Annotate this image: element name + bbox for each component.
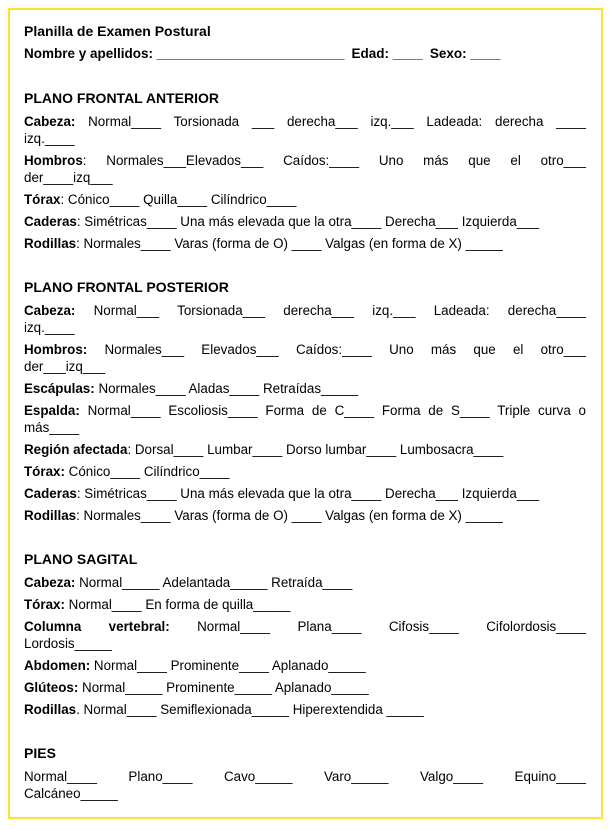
row-label: Tórax: [24, 464, 65, 479]
row-options: : Normales____ Varas (forma de O) ____ Valgas (en forma de X) _____ [76, 508, 503, 523]
row-label: Rodillas [24, 236, 77, 251]
row-continuation: Calcáneo_____ [24, 786, 118, 801]
row-label: Caderas [24, 214, 77, 229]
field-line [24, 657, 586, 674]
row-continuation: izq.____ [24, 131, 75, 146]
row-options: Normal____ Torsionada ___ derecha___ izq.___ Ladeada: derecha ____ [75, 114, 586, 129]
field-line [24, 507, 586, 524]
section-heading: PLANO FRONTAL ANTERIOR [24, 90, 219, 106]
row-cabeza [24, 302, 586, 336]
field-line [24, 380, 586, 397]
row-continuation: der____izq___ [24, 170, 113, 185]
row-label: Rodillas [24, 508, 77, 523]
field-line [24, 485, 586, 502]
row-label: Escápulas: [24, 381, 95, 396]
name-blank-field: _________________________ [156, 46, 345, 61]
field-line [24, 679, 586, 696]
row-torax [24, 463, 586, 480]
section-heading: PIES [24, 745, 56, 761]
field-line [24, 302, 586, 319]
row-options: : Simétricas____ Una más elevada que la otra____ Derecha___ Izquierda___ [76, 486, 540, 501]
row-continuation: izq.____ [24, 320, 75, 335]
row-pies-options [24, 768, 586, 802]
row-columna-vertebral [24, 618, 586, 652]
section-plano-frontal-anterior [24, 89, 586, 252]
field-line [24, 152, 586, 169]
row-continuation: más____ [24, 420, 80, 435]
postural-exam-form [8, 8, 603, 819]
row-cabeza [24, 113, 586, 147]
row-continuation: der___izq___ [24, 359, 106, 374]
name-label: Nombre y apellidos: [24, 46, 154, 61]
row-label: Rodillas [24, 702, 77, 717]
row-label: Espalda: [24, 403, 80, 418]
row-options: Normal____ Escoliosis____ Forma de C____ Forma de S____ Triple curva o [79, 403, 586, 418]
row-abdomen [24, 657, 586, 674]
sex-label: Sexo: [429, 46, 467, 61]
row-label: Región afectada [24, 442, 128, 457]
field-line [24, 463, 586, 480]
section-plano-frontal-posterior [24, 278, 586, 524]
row-options: Normal____ Prominente____ Aplanado_____ [90, 658, 366, 673]
field-line [24, 402, 586, 419]
row-label: Columna vertebral: [24, 619, 170, 634]
sex-blank-field: ____ [470, 46, 501, 61]
age-blank-field: ____ [392, 46, 423, 61]
field-line [24, 596, 586, 613]
row-caderas [24, 213, 586, 230]
field-line [24, 441, 586, 458]
age-label: Edad: [351, 46, 390, 61]
row-options: . Normal____ Semiflexionada_____ Hiperextendida _____ [76, 702, 424, 717]
field-line [24, 213, 586, 230]
row-options: Normal___ Torsionada___ derecha___ izq.___ Ladeada: derecha____ [75, 303, 586, 318]
field-line [24, 701, 586, 718]
row-options: Cónico____ Cilíndrico____ [64, 464, 230, 479]
name-age-sex-line [24, 45, 586, 63]
row-options: : Dorsal____ Lumbar____ Dorso lumbar____ Lumbosacra____ [127, 442, 504, 457]
row-options: : Simétricas____ Una más elevada que la otra____ Derecha___ Izquierda___ [76, 214, 540, 229]
row-options: Normal____ Plana____ Cifosis____ Cifolordosis____ [169, 619, 586, 634]
section-pies [24, 744, 586, 802]
row-label: Cabeza: [24, 303, 76, 318]
row-label: Hombros [24, 153, 83, 168]
row-torax [24, 191, 586, 208]
row-label: Cabeza: [24, 114, 76, 129]
row-rodillas [24, 507, 586, 524]
row-cabeza [24, 574, 586, 591]
row-escapulas [24, 380, 586, 397]
row-region-afectada [24, 441, 586, 458]
row-options: Normales___ Elevados___ Caídos:____ Uno más que el otro___ [87, 342, 586, 357]
row-torax [24, 596, 586, 613]
row-gluteos [24, 679, 586, 696]
row-options: : Normales___Elevados___ Caídos:____ Uno más que el otro___ [82, 153, 586, 168]
row-options: Normal_____ Prominente_____ Aplanado_____ [78, 680, 369, 695]
field-line [24, 341, 586, 358]
row-label: Abdomen: [24, 658, 91, 673]
section-plano-sagital [24, 550, 586, 718]
field-line [24, 618, 586, 635]
row-label: Caderas [24, 486, 77, 501]
row-label: Tórax [24, 192, 61, 207]
row-label: Hombros: [24, 342, 88, 357]
field-line [24, 191, 586, 208]
field-line [24, 113, 586, 130]
row-caderas [24, 485, 586, 502]
row-label: Glúteos: [24, 680, 79, 695]
row-options: : Normales____ Varas (forma de O) ____ Valgas (en forma de X) _____ [76, 236, 503, 251]
row-options: Normal____ En forma de quilla_____ [64, 597, 291, 612]
row-continuation: Lordosis_____ [24, 636, 112, 651]
row-rodillas [24, 701, 586, 718]
row-label: Tórax: [24, 597, 65, 612]
field-line [24, 574, 586, 591]
form-title: Planilla de Examen Postural [24, 23, 211, 39]
row-rodillas [24, 235, 586, 252]
section-heading: PLANO FRONTAL POSTERIOR [24, 279, 229, 295]
field-line [24, 235, 586, 252]
row-options: Normales____ Aladas____ Retraídas_____ [94, 381, 359, 396]
row-options: Normal_____ Adelantada_____ Retraída____ [75, 575, 353, 590]
section-heading: PLANO SAGITAL [24, 551, 138, 567]
row-hombros [24, 341, 586, 375]
row-options: : Cónico____ Quilla____ Cilíndrico____ [60, 192, 297, 207]
field-line: Normal____ Plano____ Cavo_____ Varo_____ Valgo____ Equino____ [24, 769, 586, 784]
row-label: Cabeza: [24, 575, 76, 590]
row-hombros [24, 152, 586, 186]
row-espalda [24, 402, 586, 436]
